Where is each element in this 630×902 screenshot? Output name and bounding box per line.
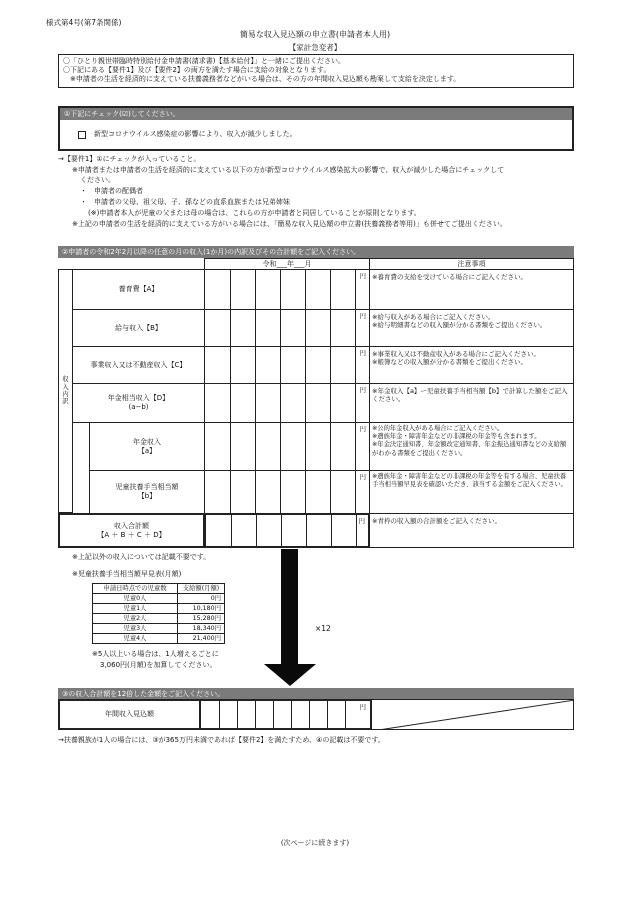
- row-childcare-b-label-2: 【b】: [137, 492, 157, 500]
- quicktable-children-0: 児童0人: [93, 594, 178, 604]
- income-breakdown-label: 収入内訳: [62, 375, 69, 406]
- page-subtitle: 【家計急変者】: [288, 43, 342, 52]
- row-c-note-2: ※帳簿などの収入額が分かる書類をご提出ください。: [372, 358, 527, 367]
- row-d-label-2: (a−b): [128, 403, 149, 411]
- quicktable-children-4: 児童4人: [93, 634, 178, 644]
- quicktable-amount-0: 0円: [178, 594, 225, 604]
- row-total-notes: [369, 513, 574, 548]
- row-d-notes: [369, 383, 574, 423]
- row-pension-a-note-3: ※年金決定通知書、年金額改定通知書、年金振込通知書などの支給額がわかる書類をご提出ください。: [372, 441, 567, 457]
- row-d-amount[interactable]: [204, 383, 370, 423]
- row-childcare-b-label-1: 児童扶養手当相当額: [115, 483, 179, 492]
- row-pension-a-yen: 円: [359, 425, 366, 433]
- row-c-amount[interactable]: [204, 346, 370, 384]
- row-total-amount[interactable]: [204, 513, 370, 548]
- row-childcare-b-amount[interactable]: [204, 470, 370, 514]
- pension-indent: [72, 422, 90, 514]
- month-label[interactable]: 令和___年___月: [204, 258, 370, 270]
- annual-income-blank: [371, 699, 574, 730]
- req1-bullet2: ・ 申請者の父母、祖父母、子、孫などの直系血族または兄弟姉妹: [80, 198, 290, 206]
- row-pension-a-amount[interactable]: [204, 422, 370, 471]
- intro-line-2: 〇下記にある【要件1】及び【要件2】の両方を満たす場合に支給の対象となります。: [63, 65, 331, 74]
- annual-income-label-text: 年間収入見込額: [105, 710, 154, 719]
- covid-checkbox[interactable]: [78, 131, 86, 139]
- row-a-note-1: ※養育費の支給を受けている場合にご記入ください。: [372, 273, 527, 281]
- table-row: [93, 634, 225, 644]
- row-c-note-1: ※事業収入又は不動産収入がある場合にご記入ください。: [372, 350, 540, 358]
- row-b-notes: [369, 309, 574, 347]
- req1-line5: ※上記の申請者の生活を経済的に支えている方がいる場合には、「簡易な収入見込額の申立書(扶養義務者等用)」も併せてご提出ください。: [72, 220, 507, 228]
- intro-line-3: ※申請者の生活を経済的に支えている扶養義務者などがいる場合は、その方の年間収入見込額も勘案して支給を決定します。: [63, 74, 461, 83]
- multiplier-label: ×12: [315, 624, 331, 633]
- diagonal-strike: [372, 700, 574, 730]
- row-pension-a-note-1: ※公的年金収入がある場合にご記入ください。: [372, 425, 504, 432]
- row-pension-a-notes: [369, 422, 574, 471]
- req1-line2: ※申請者または申請者の生活を経済的に支えている以下の方が新型コロナウイルス感染拡大の影響で、収入が減少した場合にチェックして: [72, 166, 505, 174]
- req1-line4: (※)申請者本人が児童の父または母の場合は、これらの方が申請者と同居していることが原則となります。: [88, 209, 421, 217]
- row-total-label: [58, 513, 205, 548]
- row-total-yen: 円: [358, 517, 365, 525]
- quicktable-children-3: 児童3人: [93, 624, 178, 634]
- row-c-yen: 円: [359, 349, 366, 357]
- row-total-label-2: 【A ＋ B ＋ C ＋ D】: [97, 530, 166, 539]
- down-arrow-shaft: [281, 549, 298, 667]
- req1-line1: →【要件1】①にチェックが入っていること。: [58, 155, 201, 163]
- row-a-notes: [369, 269, 574, 310]
- income-table: [58, 258, 574, 548]
- quicktable-amount-2: 15,280円: [178, 614, 225, 624]
- quicktable-title: ※児童扶養手当相当額早見表(月額): [72, 570, 182, 578]
- row-c-label-1: 事業収入又は不動産収入【C】: [90, 360, 187, 369]
- row-childcare-b-label: [89, 470, 205, 514]
- page-footer: (次ページに続きます): [280, 839, 350, 847]
- row-c-label: [72, 346, 205, 384]
- quicktable-note-2: 3,060円(月額)を加算してください。: [100, 661, 217, 669]
- row-total-note-1: ※青枠の収入額の合計額をご記入ください。: [372, 517, 501, 525]
- intro-box: [58, 54, 574, 88]
- row-pension-a-label-1: 年金収入: [133, 437, 161, 446]
- section2-header: ②申請者の令和2年2月以降の任意の月の収入(1か月)の内訳及びその合計額をご記入ください。: [58, 246, 574, 258]
- req1-bullet1: ・ 申請者の配偶者: [80, 187, 143, 195]
- table-row: [93, 624, 225, 634]
- row-total-label-1: 収入合計額: [114, 521, 149, 530]
- row-d-label-1: 年金相当収入【D】: [107, 394, 170, 403]
- row-a-label-1: 養育費【A】: [118, 285, 159, 294]
- quicktable-header-children: 申請日時点での児童数: [93, 584, 178, 594]
- req2-text: →扶養親族が1人の場合には、③が365万円未満であれば【要件2】を満たすため、④の記載は不要です。: [58, 736, 385, 744]
- section1-box: [58, 106, 574, 151]
- quicktable-amount-1: 10,180円: [178, 604, 225, 614]
- quicktable-amount-3: 18,340円: [178, 624, 225, 634]
- row-pension-a-label-2: 【a】: [137, 446, 157, 455]
- row-pension-a-label: [89, 422, 205, 471]
- table-row: [93, 604, 225, 614]
- page-title: 簡易な収入見込額の申立書(申請者本人用): [239, 30, 391, 39]
- table-row: [93, 594, 225, 604]
- intro-line-1: 〇「ひとり親世帯臨時特別給付金申請書(請求書)【基本給付】」と一緒にご提出ください。: [63, 57, 345, 65]
- row-b-note-2: ※給与明細書などの収入額が分かる書類をご提出ください。: [372, 321, 547, 330]
- quicktable-children-2: 児童2人: [93, 614, 178, 624]
- row-a-yen: 円: [359, 272, 366, 280]
- row-b-label-1: 給与収入【B】: [115, 323, 162, 332]
- quicktable-header-amount: 支給額(月額): [178, 584, 225, 594]
- row-d-label: [72, 383, 205, 423]
- form-id: 様式第4号(第7条関係): [46, 18, 122, 27]
- section3-header: ③の収入合計額を12倍した金額をご記入ください。: [58, 688, 574, 699]
- row-childcare-b-note-1: ※遺族年金・障害年金などの非課税の年金等を有する場合、児童扶養手当相当額早見表を確認いただき、該当する金額をご記入ください。: [372, 473, 567, 489]
- section1-header: ①下記にチェック(☑)してください。: [60, 108, 572, 120]
- quicktable-header-row: [93, 584, 225, 594]
- row-a-amount[interactable]: [204, 269, 370, 310]
- annual-income-label: [58, 699, 200, 730]
- row-d-yen: 円: [359, 386, 366, 394]
- req1-line3: ください。: [80, 176, 115, 184]
- income-breakdown-group: [58, 269, 73, 513]
- annual-income-amount[interactable]: [199, 699, 372, 730]
- quicktable-amount-4: 21,400円: [178, 634, 225, 644]
- row-pension-a-note-2: ※遺族年金・障害年金などの非課税の年金等も含まれます。: [372, 433, 541, 441]
- income-footnote: ※上記以外の収入については記載不要です。: [72, 553, 211, 561]
- row-a-label: [72, 269, 205, 310]
- quicktable: [92, 583, 225, 644]
- quicktable-note-1: ※5人以上いる場合は、1人増えるごとに: [92, 650, 219, 658]
- row-childcare-b-yen: 円: [359, 473, 366, 481]
- row-c-notes: [369, 346, 574, 384]
- covid-checkbox-label: 新型コロナウイルス感染症の影響により、収入が減少しました。: [94, 130, 297, 138]
- section3-box: [58, 699, 574, 730]
- notes-column-header: 注意事項: [369, 258, 574, 270]
- table-row: [93, 614, 225, 624]
- row-b-amount[interactable]: [204, 309, 370, 347]
- row-b-note-1: ※給与収入がある場合にご記入ください。: [372, 313, 495, 321]
- down-arrow-icon: [264, 664, 316, 686]
- quicktable-children-1: 児童1人: [93, 604, 178, 614]
- row-d-note-1: ※年金収入【a】ー児童扶養手当相当額【b】で計算した額をご記入ください。: [372, 387, 568, 404]
- row-childcare-b-notes: [369, 470, 574, 514]
- annual-income-yen: 円: [359, 703, 366, 711]
- row-b-label: [72, 309, 205, 347]
- row-b-yen: 円: [359, 312, 366, 320]
